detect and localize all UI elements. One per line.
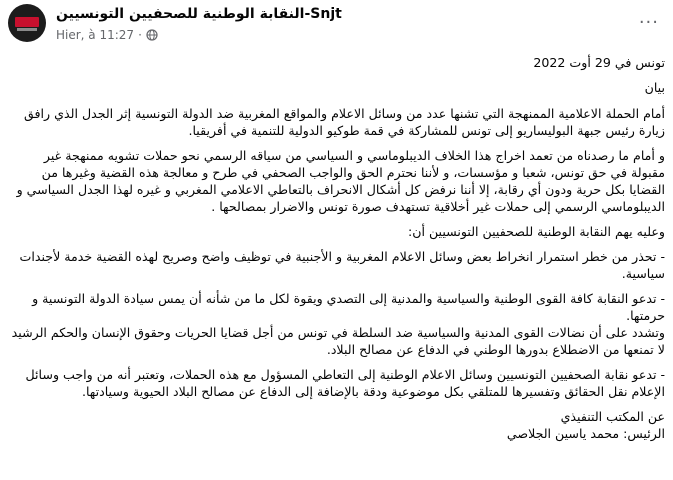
meta-separator: · (138, 28, 142, 42)
paragraph-5b: وتشدد على أن نضالات القوى المدنية والسياسية ضد السلطة في تونس من أجل قضايا الحريات وحقوق الإنسان والحكم الرشيد لا تمنعها من الاضطلاع بدورها الوطني في الدفاع عن مصالح البلاد. (11, 325, 665, 357)
post-date: تونس في 29 أوت 2022 (533, 55, 665, 70)
president-line: الرئيس: محمد ياسين الجلاصي (506, 426, 665, 441)
post-title: بيان (644, 80, 665, 95)
page-name-link[interactable]: النقابة الوطنية للصحفيين التونسيين-Snjt (56, 6, 342, 22)
paragraph-3: وعليه يهم النقابة الوطنية للصحفيين التونسيين أن: (407, 224, 665, 239)
logo-band (15, 17, 39, 27)
signature-line: عن المكتب التنفيذي (560, 409, 665, 424)
logo-stripe (17, 28, 37, 31)
post-body (10, 54, 665, 442)
more-options-icon[interactable]: ··· (638, 12, 659, 33)
paragraph-1: أمام الحملة الاعلامية الممنهجة التي تشنها عدد من وسائل الاعلام والمواقع المغربية ضد الدولة التونسية إثر الجدل الذي رافق زيارة رئيس جبهة البوليساريو إلى تونس للمشاركة في قمة طوكيو الدولية للتنمية في أفريقيا. (24, 106, 665, 138)
paragraph-6: - تدعو نقابة الصحفيين التونسيين وسائل الاعلام الوطنية إلى التعاطي المسؤول مع هذه الحملات، وتعتبر أنه من واجب وسائل الإعلام نقل الحقائق وتفسيرها للمتلقي بكل موضوعية ودقة بالإضافة إلى الدفاع عن مصالح البلاد الحيوية وسيادتها. (25, 367, 665, 399)
paragraph-2: و أمام ما رصدناه من تعمد اخراج هذا الخلاف الديبلوماسي و السياسي من سياقه الرسمي نحو حملات تشويه ممنهجة غير مقبولة في حق تونس، شعبا و مؤسسات، و لأننا نحترم الحق والواجب الصحفي في طرح و معالجة هذه القضية وغيرها من القضايا بكل حرية ودون أي رقابة، إلا أننا نرفض كل أشكال الانحراف بالتعاطي الاعلامي المغربي و غيره لهذا الجدل السياسي و الديبلوماسي الرسمي إلى حملات غير أخلاقية تستهدف صورة تونس والاضرار بمصالحها . (16, 148, 665, 214)
timestamp-link[interactable]: Hier, à 11:27 (56, 28, 135, 42)
post-header (0, 0, 673, 52)
avatar[interactable] (8, 4, 46, 42)
paragraph-5a: - تدعو النقابة كافة القوى الوطنية والسياسية والمدنية إلى التصدي ويقوة لكل ما من شأنه أن يمس سيادة الدولة التونسية و حرمتها. (32, 291, 665, 323)
post-meta (56, 28, 158, 42)
globe-icon (146, 29, 158, 41)
paragraph-4: - تحذر من خطر استمرار انخراط بعض وسائل الاعلام المغربية و الأجنبية في توظيف واضح وصريح لهذه القضية خدمة لأجندات سياسية. (19, 249, 665, 281)
